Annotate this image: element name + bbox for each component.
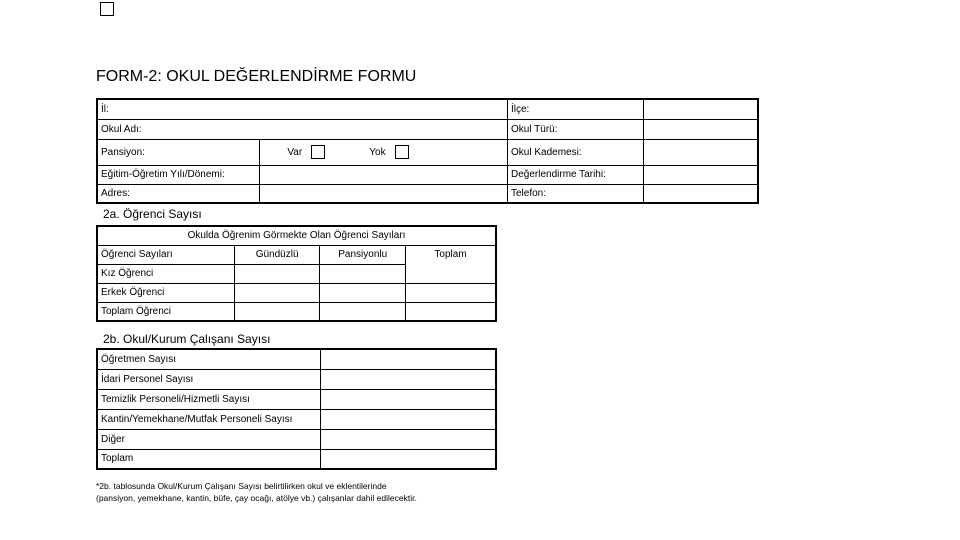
row-label: Erkek Öğrenci: [97, 283, 234, 302]
pansiyon-spacer: [413, 139, 507, 165]
students-table: [96, 225, 497, 322]
cell-input[interactable]: [406, 264, 496, 283]
okul-adi-label: Okul Adı:: [97, 119, 508, 139]
staff-value[interactable]: [321, 429, 496, 449]
staff-value[interactable]: [321, 409, 496, 429]
students-group-header: Okulda Öğrenim Görmekte Olan Öğrenci Sayıları: [97, 226, 496, 245]
row-label: Kız Öğrenci: [97, 264, 234, 283]
staff-table: [96, 348, 497, 470]
yok-checkbox-cell: [392, 139, 414, 165]
okul-kademesi-label: Okul Kademesi:: [508, 139, 644, 165]
students-section-title: 2a. Öğrenci Sayısı: [103, 207, 202, 221]
form-title: FORM-2: OKUL DEĞERLENDİRME FORMU: [96, 68, 417, 85]
cell-input[interactable]: [234, 264, 320, 283]
staff-row-label: Diğer: [97, 429, 321, 449]
staff-row-label: İdari Personel Sayısı: [97, 369, 321, 389]
staff-section-title: 2b. Okul/Kurum Çalışanı Sayısı: [103, 332, 271, 346]
top-checkbox[interactable]: [100, 2, 114, 16]
okul-turu-label: Okul Türü:: [508, 119, 644, 139]
egitim-yili-value[interactable]: [260, 165, 508, 184]
cell-input[interactable]: [320, 283, 406, 302]
okul-kademesi-value[interactable]: [643, 139, 758, 165]
table-row: [97, 369, 496, 389]
il-label: İl:: [97, 99, 508, 119]
staff-value[interactable]: [321, 389, 496, 409]
telefon-label: Telefon:: [508, 184, 644, 203]
var-label: Var: [260, 139, 308, 165]
cell-input[interactable]: [320, 302, 406, 321]
table-row: [97, 389, 496, 409]
col-label: Öğrenci Sayıları: [97, 245, 234, 264]
adres-value[interactable]: [260, 184, 508, 203]
cell-input[interactable]: [406, 283, 496, 302]
footnote: [96, 480, 417, 504]
table-row: [97, 283, 496, 302]
table-row: [97, 302, 496, 321]
footnote-line-2: (pansiyon, yemekhane, kantin, büfe, çay ocağı, atölye vb.) çalışanlar dahil edilecektir.: [96, 493, 417, 503]
telefon-value[interactable]: [643, 184, 758, 203]
staff-row-label: Öğretmen Sayısı: [97, 349, 321, 369]
ilce-label: İlçe:: [508, 99, 644, 119]
col-total: Toplam: [406, 245, 496, 264]
var-checkbox[interactable]: [311, 145, 325, 159]
staff-row-label: Kantin/Yemekhane/Mutfak Personeli Sayısı: [97, 409, 321, 429]
staff-value[interactable]: [321, 449, 496, 469]
degerlendirme-tarihi-label: Değerlendirme Tarihi:: [508, 165, 644, 184]
cell-input[interactable]: [234, 302, 320, 321]
yok-label: Yok: [330, 139, 392, 165]
col-day: Gündüzlü: [234, 245, 320, 264]
yok-checkbox[interactable]: [395, 145, 409, 159]
staff-value[interactable]: [321, 369, 496, 389]
header-table: [96, 98, 759, 204]
cell-input[interactable]: [234, 283, 320, 302]
staff-value[interactable]: [321, 349, 496, 369]
cell-input[interactable]: [406, 302, 496, 321]
degerlendirme-tarihi-value[interactable]: [643, 165, 758, 184]
table-row: [97, 409, 496, 429]
ilce-value[interactable]: [643, 99, 758, 119]
table-row: [97, 264, 496, 283]
cell-input[interactable]: [320, 264, 406, 283]
staff-row-label: Temizlik Personeli/Hizmetli Sayısı: [97, 389, 321, 409]
var-checkbox-cell: [308, 139, 330, 165]
table-row: [97, 429, 496, 449]
staff-row-label: Toplam: [97, 449, 321, 469]
egitim-yili-label: Eğitim-Öğretim Yılı/Dönemi:: [97, 165, 260, 184]
row-label: Toplam Öğrenci: [97, 302, 234, 321]
col-board: Pansiyonlu: [320, 245, 406, 264]
okul-turu-value[interactable]: [643, 119, 758, 139]
footnote-line-1: *2b. tablosunda Okul/Kurum Çalışanı Sayısı belirtilirken okul ve eklentilerinde: [96, 481, 387, 491]
table-row: [97, 449, 496, 469]
table-row: [97, 349, 496, 369]
adres-label: Adres:: [97, 184, 260, 203]
pansiyon-label: Pansiyon:: [97, 139, 260, 165]
